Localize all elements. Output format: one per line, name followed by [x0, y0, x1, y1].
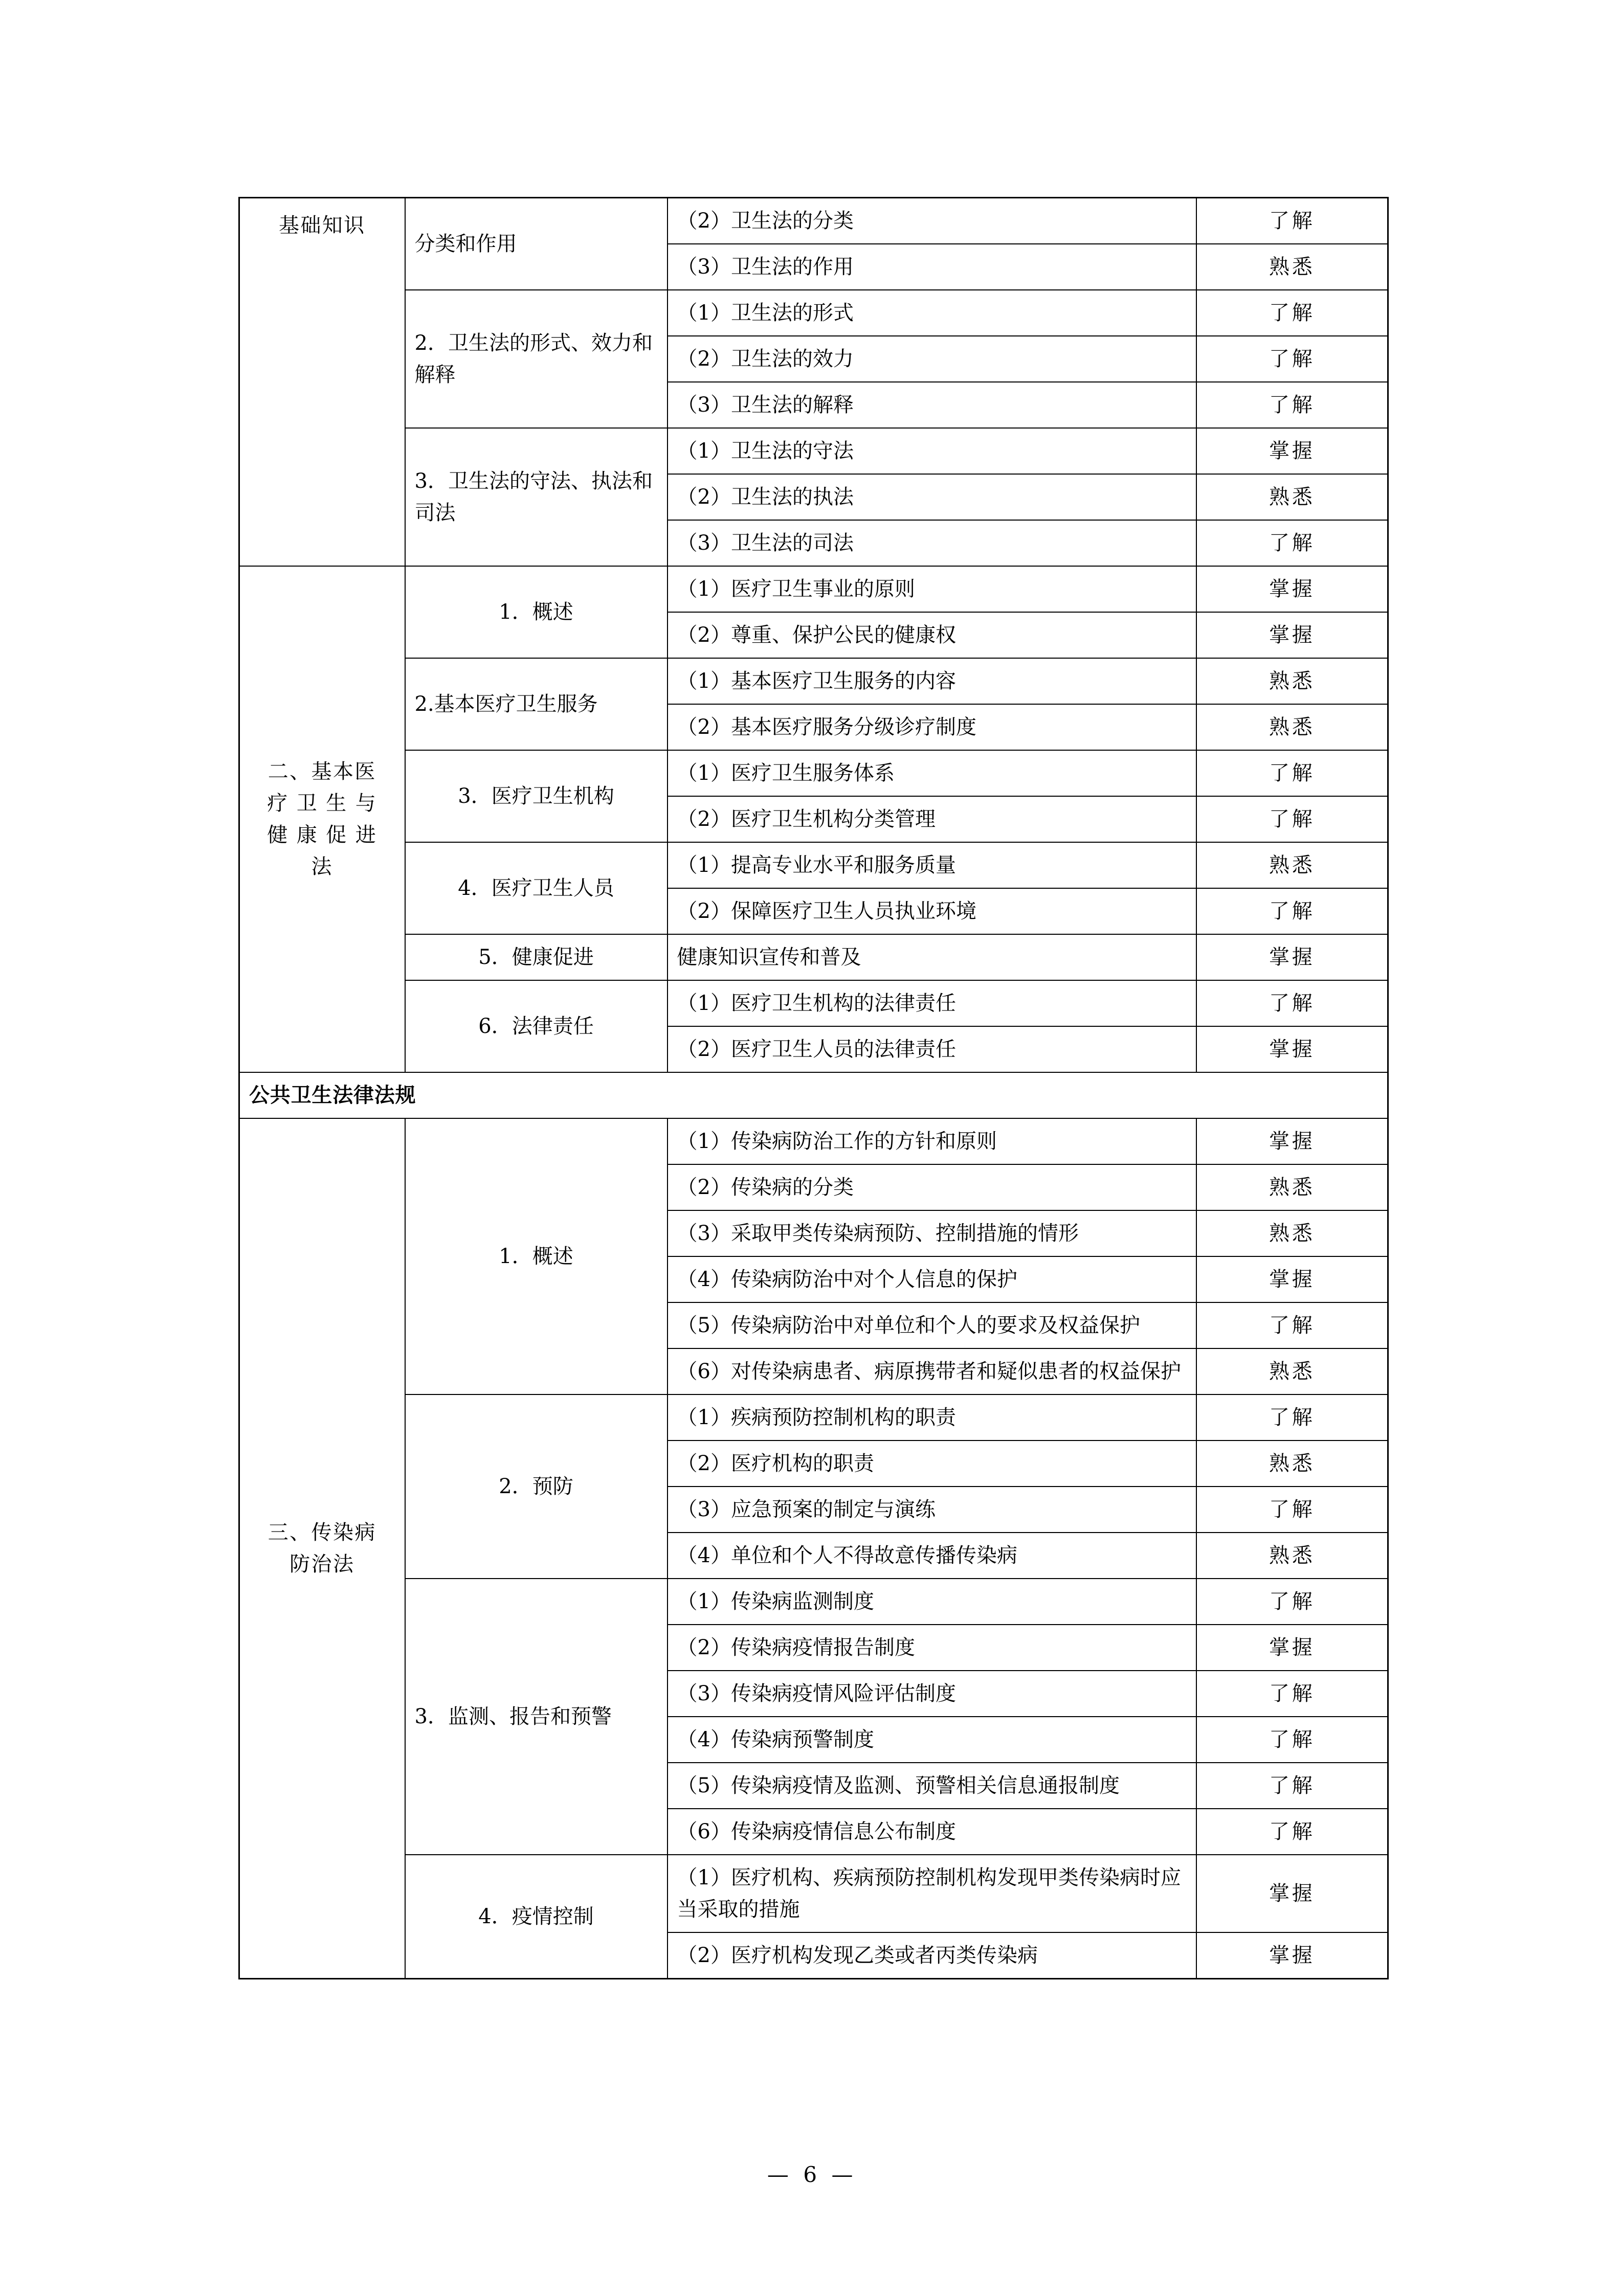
level-cell: 了解 — [1196, 198, 1388, 244]
detail-cell: （3）卫生法的司法 — [668, 520, 1196, 566]
detail-cell: （2）尊重、保护公民的健康权 — [668, 612, 1196, 658]
level-cell: 了解 — [1196, 1809, 1388, 1855]
detail-cell: （2）医疗机构的职责 — [668, 1440, 1196, 1487]
detail-cell: （5）传染病防治中对单位和个人的要求及权益保护 — [668, 1302, 1196, 1348]
subtopic-cell — [405, 980, 668, 1072]
table-row — [239, 290, 1388, 336]
syllabus-table — [238, 197, 1389, 1979]
detail-cell: （1）卫生法的守法 — [668, 428, 1196, 474]
level-cell: 了解 — [1196, 1302, 1388, 1348]
level-cell: 熟悉 — [1196, 1210, 1388, 1256]
detail-cell: （2）卫生法的执法 — [668, 474, 1196, 520]
subtopic-label: 2．预防 — [499, 1475, 573, 1498]
detail-cell: （3）卫生法的作用 — [668, 244, 1196, 290]
level-cell: 掌握 — [1196, 934, 1388, 980]
level-cell: 熟悉 — [1196, 842, 1388, 888]
subtopic-label: 2.基本医疗卫生服务 — [414, 692, 598, 716]
subtopic-label: 1．概述 — [499, 600, 573, 624]
subtopic-label: 1．概述 — [499, 1245, 573, 1268]
detail-cell: （2）传染病疫情报告制度 — [668, 1625, 1196, 1671]
subtopic-cell — [405, 290, 668, 428]
section-header: 公共卫生法律法规 — [239, 1072, 1388, 1118]
level-cell: 熟悉 — [1196, 474, 1388, 520]
detail-cell: （1）医疗卫生事业的原则 — [668, 566, 1196, 612]
subtopic-label: 6．法律责任 — [478, 1015, 594, 1038]
level-cell: 掌握 — [1196, 566, 1388, 612]
detail-cell: （2）保障医疗卫生人员执业环境 — [668, 888, 1196, 934]
level-cell: 了解 — [1196, 336, 1388, 382]
table-body — [239, 198, 1388, 1979]
category-label-line: 防治法 — [290, 1552, 355, 1576]
subtopic-cell — [405, 566, 668, 658]
subtopic-label: 3．卫生法的守法、执法和司法 — [414, 469, 653, 525]
level-cell: 了解 — [1196, 290, 1388, 336]
detail-cell: （1）医疗卫生服务体系 — [668, 750, 1196, 796]
level-cell: 了解 — [1196, 382, 1388, 428]
detail-cell: （1）提高专业水平和服务质量 — [668, 842, 1196, 888]
level-cell: 了解 — [1196, 888, 1388, 934]
detail-cell: （3）传染病疫情风险评估制度 — [668, 1671, 1196, 1717]
category-cell — [239, 198, 405, 567]
level-cell: 了解 — [1196, 750, 1388, 796]
detail-cell: （4）传染病预警制度 — [668, 1717, 1196, 1763]
detail-cell: （3）应急预案的制定与演练 — [668, 1487, 1196, 1533]
detail-cell: （4）传染病防治中对个人信息的保护 — [668, 1256, 1196, 1302]
page-number: — 6 — — [767, 2162, 857, 2187]
category-cell — [239, 566, 405, 1072]
level-cell: 熟悉 — [1196, 1348, 1388, 1394]
detail-cell: （4）单位和个人不得故意传播传染病 — [668, 1533, 1196, 1579]
level-cell: 熟悉 — [1196, 1533, 1388, 1579]
subtopic-cell — [405, 198, 668, 290]
detail-cell: （2）医疗卫生机构分类管理 — [668, 796, 1196, 842]
table-row — [239, 658, 1388, 704]
table-row — [239, 1579, 1388, 1625]
table-row — [239, 842, 1388, 888]
detail-cell: （1）传染病监测制度 — [668, 1579, 1196, 1625]
level-cell: 掌握 — [1196, 1855, 1388, 1932]
subtopic-cell — [405, 1394, 668, 1579]
category-label-line: 二、基本医 — [268, 760, 376, 783]
level-cell: 了解 — [1196, 1579, 1388, 1625]
table-row — [239, 566, 1388, 612]
subtopic-cell — [405, 750, 668, 842]
level-cell: 了解 — [1196, 1487, 1388, 1533]
detail-cell: （2）卫生法的效力 — [668, 336, 1196, 382]
detail-cell: （2）医疗机构发现乙类或者丙类传染病 — [668, 1932, 1196, 1979]
level-cell: 了解 — [1196, 1717, 1388, 1763]
category-label-line: 法 — [311, 855, 333, 879]
level-cell: 掌握 — [1196, 428, 1388, 474]
subtopic-label: 4．疫情控制 — [478, 1905, 594, 1928]
subtopic-cell — [405, 1579, 668, 1855]
level-cell: 了解 — [1196, 796, 1388, 842]
level-cell: 掌握 — [1196, 612, 1388, 658]
detail-cell: （6）对传染病患者、病原携带者和疑似患者的权益保护 — [668, 1348, 1196, 1394]
detail-cell: （3）采取甲类传染病预防、控制措施的情形 — [668, 1210, 1196, 1256]
table-row — [239, 1855, 1388, 1932]
level-cell: 熟悉 — [1196, 1164, 1388, 1210]
subtopic-label: 5．健康促进 — [478, 946, 594, 969]
category-label: 基础知识 — [278, 214, 366, 237]
subtopic-cell — [405, 1855, 668, 1979]
table-row — [239, 1394, 1388, 1440]
detail-cell: （1）医疗机构、疾病预防控制机构发现甲类传染病时应当采取的措施 — [668, 1855, 1196, 1932]
category-label-line: 疗 卫 生 与 — [267, 792, 377, 815]
level-cell: 掌握 — [1196, 1118, 1388, 1164]
level-cell: 了解 — [1196, 1394, 1388, 1440]
detail-cell: （6）传染病疫情信息公布制度 — [668, 1809, 1196, 1855]
detail-cell: （1）基本医疗卫生服务的内容 — [668, 658, 1196, 704]
subtopic-label: 3．监测、报告和预警 — [414, 1705, 612, 1728]
level-cell: 掌握 — [1196, 1932, 1388, 1979]
table-row — [239, 198, 1388, 244]
subtopic-cell — [405, 1118, 668, 1394]
detail-cell: （3）卫生法的解释 — [668, 382, 1196, 428]
table-row — [239, 1118, 1388, 1164]
subtopic-cell — [405, 842, 668, 934]
subtopic-label: 4．医疗卫生人员 — [458, 876, 614, 900]
detail-cell: 健康知识宣传和普及 — [668, 934, 1196, 980]
level-cell: 熟悉 — [1196, 244, 1388, 290]
level-cell: 掌握 — [1196, 1256, 1388, 1302]
table-row — [239, 428, 1388, 474]
detail-cell: （1）卫生法的形式 — [668, 290, 1196, 336]
subtopic-label: 分类和作用 — [414, 232, 517, 256]
subtopic-cell — [405, 428, 668, 566]
detail-cell: （2）基本医疗服务分级诊疗制度 — [668, 704, 1196, 750]
category-cell — [239, 1118, 405, 1979]
level-cell: 熟悉 — [1196, 704, 1388, 750]
detail-cell: （2）医疗卫生人员的法律责任 — [668, 1026, 1196, 1072]
level-cell: 了解 — [1196, 520, 1388, 566]
table-row — [239, 934, 1388, 980]
subtopic-cell — [405, 658, 668, 750]
level-cell: 熟悉 — [1196, 1440, 1388, 1487]
level-cell: 熟悉 — [1196, 658, 1388, 704]
level-cell: 掌握 — [1196, 1625, 1388, 1671]
level-cell: 了解 — [1196, 1671, 1388, 1717]
level-cell: 掌握 — [1196, 1026, 1388, 1072]
detail-cell: （2）卫生法的分类 — [668, 198, 1196, 244]
level-cell: 了解 — [1196, 1763, 1388, 1809]
detail-cell: （1）传染病防治工作的方针和原则 — [668, 1118, 1196, 1164]
subtopic-cell — [405, 934, 668, 980]
detail-cell: （1）医疗卫生机构的法律责任 — [668, 980, 1196, 1026]
table-row — [239, 980, 1388, 1026]
level-cell: 了解 — [1196, 980, 1388, 1026]
detail-cell: （5）传染病疫情及监测、预警相关信息通报制度 — [668, 1763, 1196, 1809]
category-label-line: 健 康 促 进 — [267, 823, 377, 847]
table-row — [239, 750, 1388, 796]
subtopic-label: 3．医疗卫生机构 — [458, 784, 614, 808]
section-header-row — [239, 1072, 1388, 1118]
subtopic-label: 2．卫生法的形式、效力和解释 — [414, 331, 653, 387]
detail-cell: （2）传染病的分类 — [668, 1164, 1196, 1210]
category-label-line: 三、传染病 — [268, 1521, 376, 1544]
detail-cell: （1）疾病预防控制机构的职责 — [668, 1394, 1196, 1440]
